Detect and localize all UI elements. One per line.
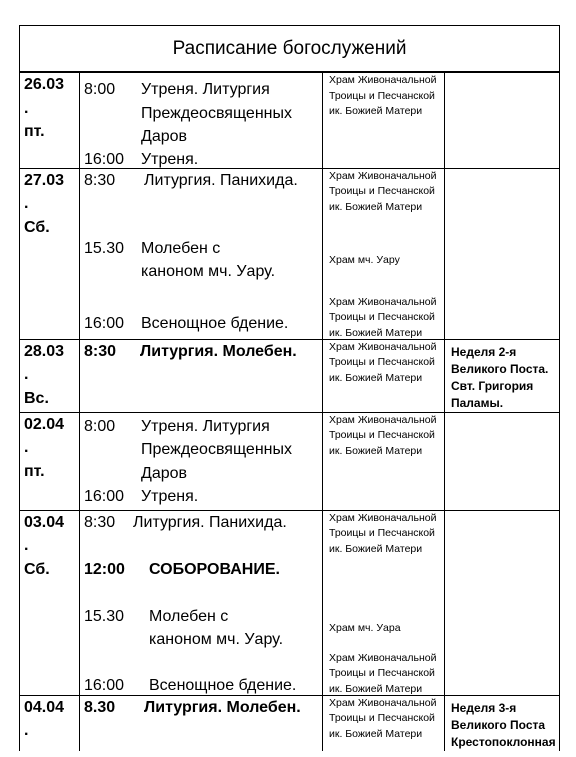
place-cell [323,510,445,695]
service-text: Литургия. Панихида. [133,513,287,531]
service-text: Преждеосвященных [141,104,292,122]
services-cell [80,412,323,510]
service-time: 16:00 [84,487,125,505]
service-time: 16:00 [84,314,125,332]
date-cell [20,412,80,510]
date-cell [20,339,80,412]
feast-note [445,510,560,695]
schedule-row [20,412,560,510]
church-name: Храм Живоначальной Троицы и Песчанской ик. Божией Матери [329,511,437,555]
services-cell [80,168,323,339]
service-time: 8:30 [84,171,116,189]
date-line: 26.03 [24,76,65,93]
schedule-sheet [19,25,559,749]
date-line: Вс. [24,389,49,407]
feast-note: Неделя 2-я Великого Поста. Свт. Григория Паламы. [445,339,560,412]
date-cell [20,72,80,168]
service-text: каноном мч. Уару. [141,263,276,280]
service-text: Даров [141,128,188,145]
church-name: Храм Живоначальной Троицы и Песчанской ик. Божией Матери [329,413,437,457]
schedule-title: Расписание богослужений [20,26,560,73]
service-text: Даров [141,464,188,482]
service-time: 15.30 [84,607,125,625]
service-time: 16:00 [84,676,125,694]
service-text: Утреня. [141,487,199,505]
date-line: 27.03 [24,171,65,189]
service-time: 8:30 [84,513,116,531]
services-cell [80,72,323,168]
feast-note [445,412,560,510]
church-name: Храм Живоначальной Троицы и Песчанской ик. Божией Матери [329,169,437,213]
church-name: Храм мч. Уару [329,253,400,266]
date-cell [20,168,80,339]
services-cell [80,510,323,695]
place-cell [323,412,445,510]
date-line: 03.04 [24,513,65,531]
feast-note: Неделя 3-я Великого Поста Крестопоклонная [445,695,560,751]
church-name: Храм мч. Уара [329,621,401,634]
date-line: Сб. [24,560,50,578]
schedule-table [19,25,560,751]
feast-note [445,168,560,339]
date-line: 04.04 [24,698,65,716]
date-line: . [24,366,29,383]
service-text: Утреня. Литургия [141,81,270,98]
place-cell [323,72,445,168]
date-line: . [24,722,29,739]
church-name: Храм Живоначальной Троицы и Песчанской ик. Божией Матери [329,651,437,695]
date-line: Сб. [24,218,50,236]
service-time: 15.30 [84,239,125,257]
date-line: . [24,439,29,456]
schedule-row [20,695,560,751]
services-cell [80,339,323,412]
service-time: 12:00 [84,560,125,578]
schedule-row [20,510,560,695]
church-name: Храм Живоначальной Троицы и Песчанской ик. Божией Матери [329,295,437,339]
service-time: 8.30 [84,698,116,716]
date-line: 28.03 [24,342,65,360]
date-line: . [24,99,29,117]
place-cell [323,339,445,412]
place-cell [323,695,445,751]
date-line: . [24,537,29,554]
service-time: 8:00 [84,417,116,435]
service-text: Всенощное бдение. [149,676,297,694]
service-time: 8:30 [84,342,117,360]
place-cell [323,168,445,339]
service-time: 16:00 [84,151,125,168]
service-text: Утреня. Литургия [141,417,270,435]
schedule-row [20,339,560,412]
church-name: Храм Живоначальной Троицы и Песчанской ик. Божией Матери [329,74,437,117]
service-text: Всенощное бдение. [141,314,289,332]
service-text: Молебен с [149,607,229,625]
service-text: каноном мч. Уару. [149,631,284,648]
service-text: Литургия. Панихида. [144,171,298,189]
service-text: Молебен с [141,239,221,257]
schedule-row [20,168,560,339]
date-line: 02.04 [24,415,65,433]
service-text: Преждеосвященных [141,441,292,458]
date-cell [20,510,80,695]
services-cell [80,695,323,751]
church-name: Храм Живоначальной Троицы и Песчанской ик. Божией Матери [329,340,437,384]
service-text: Утреня. [141,151,199,168]
date-line: пт. [24,123,45,140]
service-time: 8:00 [84,81,116,98]
service-text: Литургия. Молебен. [140,342,297,360]
date-line: пт. [24,462,45,480]
service-text: Литургия. Молебен. [144,698,301,716]
schedule-row [20,72,560,168]
church-name: Храм Живоначальной Троицы и Песчанской ик. Божией Матери [329,696,437,740]
feast-note [445,72,560,168]
date-line: . [24,195,29,212]
service-text: СОБОРОВАНИЕ. [149,560,280,578]
date-cell [20,695,80,751]
